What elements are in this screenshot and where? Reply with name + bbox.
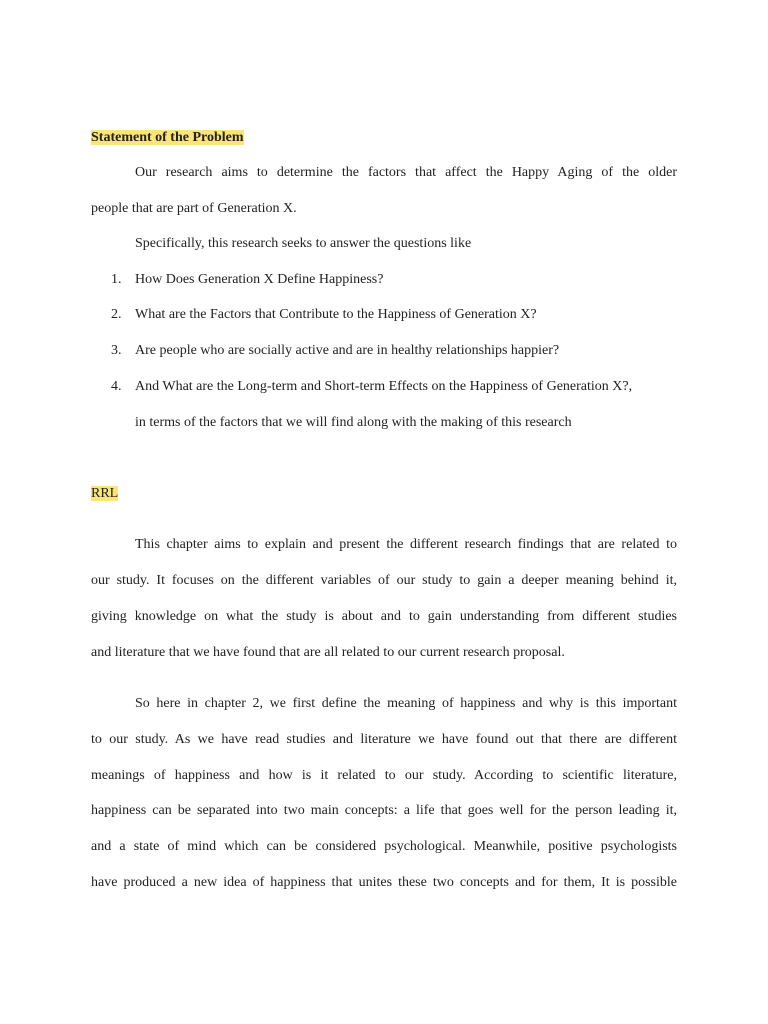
questions-lead: Specifically, this research seeks to answer the questions like <box>135 236 472 251</box>
question-number: 3. <box>111 343 122 358</box>
intro-line-2: people that are part of Generation X. <box>91 201 297 216</box>
paragraph-line: happiness can be separated into two main concepts: a life that goes well for the person leading it, <box>91 803 677 818</box>
paragraph-line: to our study. As we have read studies and literature we have found out that there are different <box>91 732 677 747</box>
question-text: Are people who are socially active and are in healthy relationships happier? <box>135 343 560 358</box>
heading-highlight: Statement of the Problem <box>91 130 244 145</box>
heading-highlight: RRL <box>91 486 119 501</box>
paragraph-line: and literature that we have found that are all related to our current research proposal. <box>91 645 565 660</box>
paragraph-line: have produced a new idea of happiness that unites these two concepts and for them, It is possible <box>91 875 677 890</box>
question-text: And What are the Long-term and Short-term Effects on the Happiness of Generation X?, <box>135 379 633 394</box>
section-heading-statement <box>91 129 244 147</box>
section-heading-rrl <box>91 485 118 503</box>
question-text: What are the Factors that Contribute to the Happiness of Generation X? <box>135 307 537 322</box>
paragraph-line: This chapter aims to explain and present the different research findings that are related to <box>135 537 677 552</box>
question-number: 1. <box>111 272 122 287</box>
question-text: How Does Generation X Define Happiness? <box>135 272 384 287</box>
paragraph-line: and a state of mind which can be considered psychological. Meanwhile, positive psychologists <box>91 839 677 854</box>
paragraph-line: our study. It focuses on the different variables of our study to gain a deeper meaning behind it, <box>91 573 677 588</box>
question-number: 2. <box>111 307 122 322</box>
intro-line-1: Our research aims to determine the factors that affect the Happy Aging of the older <box>135 165 677 180</box>
paragraph-line: giving knowledge on what the study is about and to gain understanding from different studies <box>91 609 677 624</box>
paragraph-line: meanings of happiness and how is it related to our study. According to scientific literature, <box>91 768 677 783</box>
question-continuation: in terms of the factors that we will find along with the making of this research <box>135 415 572 430</box>
question-number: 4. <box>111 379 122 394</box>
paragraph-line: So here in chapter 2, we first define the meaning of happiness and why is this important <box>135 696 677 711</box>
